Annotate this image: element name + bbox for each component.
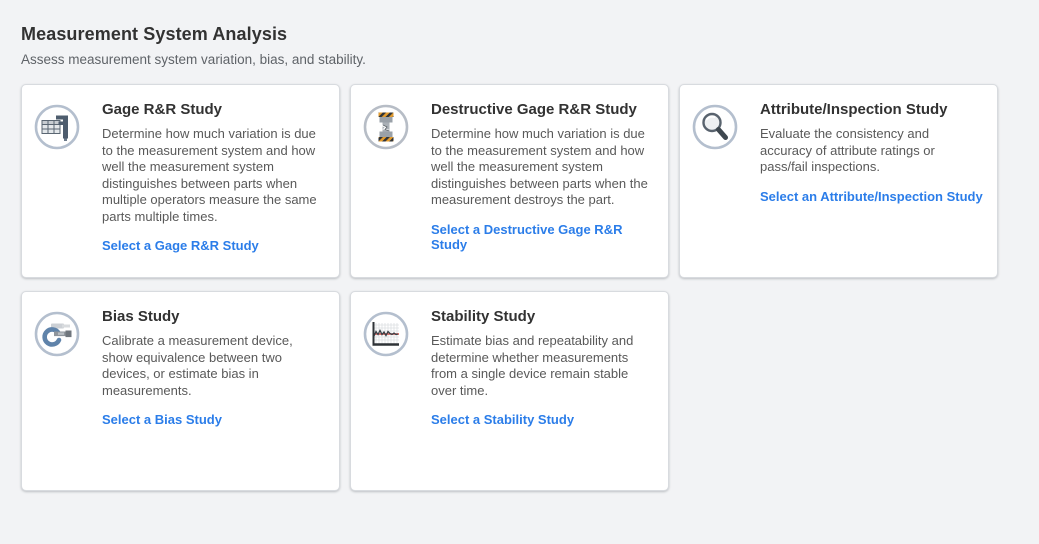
- select-stability-study-link[interactable]: Select a Stability Study: [431, 412, 575, 427]
- card-content: [102, 304, 325, 429]
- card-title: Attribute/Inspection Study: [760, 101, 948, 118]
- card-bias-study: [21, 291, 340, 491]
- card-content: [760, 97, 983, 206]
- select-bias-study-link[interactable]: Select a Bias Study: [102, 412, 222, 427]
- card-title: Stability Study: [431, 308, 536, 325]
- card-description: Evaluate the consistency and accuracy of attribute ratings or pass/fail inspections.: [760, 126, 935, 174]
- card-description: Determine how much variation is due to the measurement system and how well the measurement system distinguishes between parts when the measurement destroys the part.: [431, 126, 648, 207]
- card-description: Determine how much variation is due to the measurement system and how well the measurement system distinguishes between parts when multiple operators measure the same parts multiple times.: [102, 126, 317, 224]
- card-description: Calibrate a measurement device, show equivalence between two devices, or estimate bias in measurements.: [102, 333, 293, 398]
- select-attribute-inspection-study-link[interactable]: Select an Attribute/Inspection Study: [760, 188, 983, 204]
- card-description: Estimate bias and repeatability and determine whether measurements from a single device remain stable over time.: [431, 333, 634, 398]
- select-gage-rr-study-link[interactable]: Select a Gage R&R Study: [102, 238, 259, 253]
- card-title: Bias Study: [102, 308, 180, 325]
- card-content: [431, 97, 654, 254]
- card-title: Destructive Gage R&R Study: [431, 101, 637, 118]
- card-gage-rr-study: [21, 84, 340, 278]
- select-destructive-gage-rr-study-link[interactable]: Select a Destructive Gage R&R Study: [431, 221, 623, 252]
- card-attribute-inspection-study: [679, 84, 998, 278]
- card-content: [102, 97, 325, 255]
- card-destructive-gage-rr-study: [350, 84, 669, 278]
- card-stability-study: [350, 291, 669, 491]
- micrometer-icon: [34, 311, 80, 362]
- page-subtitle: Assess measurement system variation, bias, and stability.: [21, 52, 366, 67]
- study-cards-grid: [21, 84, 1018, 491]
- caliper-grid-icon: [34, 104, 80, 155]
- page-title: Measurement System Analysis: [21, 24, 288, 44]
- magnifier-icon: [692, 104, 738, 155]
- card-content: [431, 304, 654, 429]
- tensile-specimen-icon: [363, 104, 409, 155]
- control-chart-icon: [363, 311, 409, 362]
- card-title: Gage R&R Study: [102, 101, 223, 118]
